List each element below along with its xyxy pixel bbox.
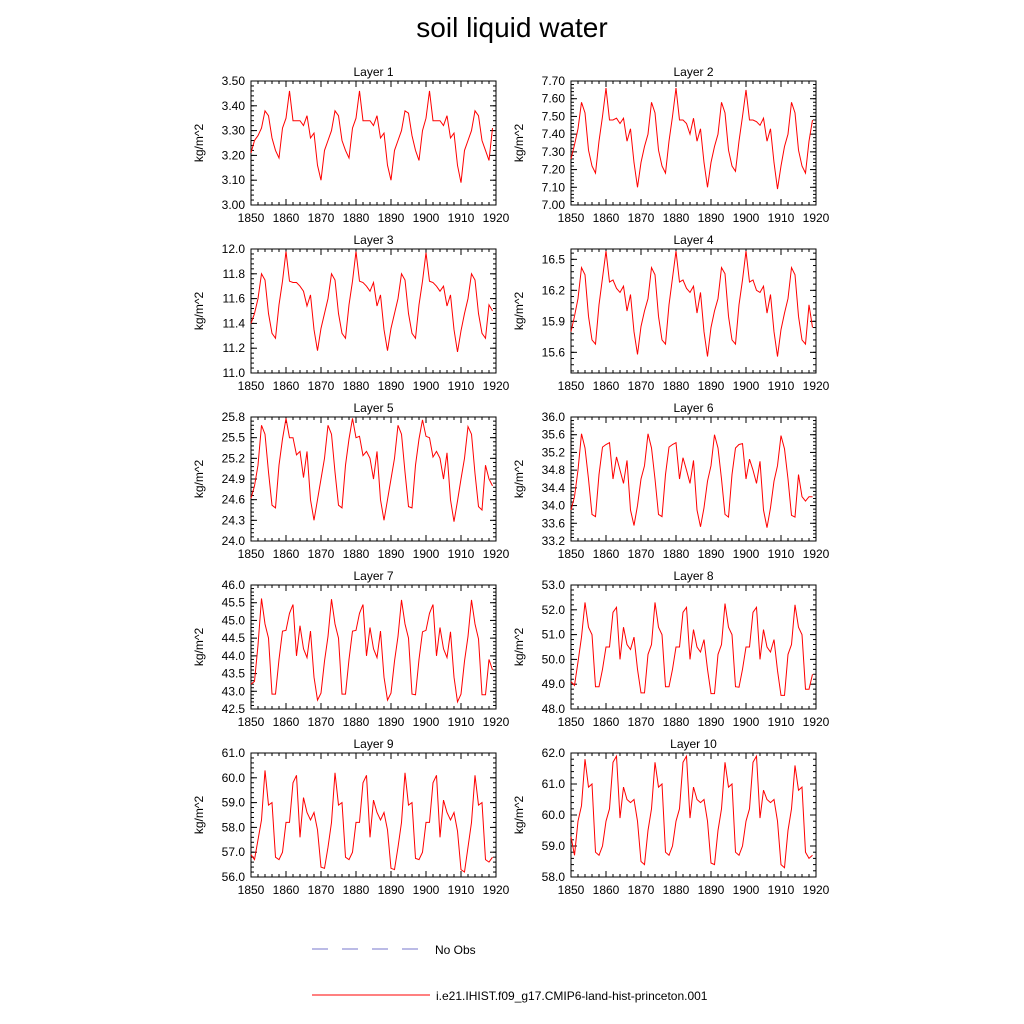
panel-frame — [251, 81, 496, 205]
panel-title: Layer 4 — [673, 233, 714, 247]
y-tick-label: 35.2 — [541, 445, 565, 460]
x-tick-label: 1910 — [447, 547, 475, 561]
y-tick-label: 44.5 — [221, 631, 245, 646]
y-axis-label: kg/m^2 — [192, 795, 206, 835]
panel-title: Layer 6 — [673, 401, 714, 415]
y-tick-label: 44.0 — [221, 648, 245, 663]
y-tick-label: 7.60 — [541, 91, 565, 106]
x-tick-label: 1880 — [662, 883, 690, 897]
x-tick-label: 1860 — [272, 547, 300, 561]
x-tick-label: 1890 — [377, 379, 405, 393]
y-tick-label: 35.6 — [541, 427, 565, 442]
x-tick-label: 1880 — [342, 379, 370, 393]
y-tick-label: 43.5 — [221, 666, 245, 681]
legend — [0, 930, 1024, 1020]
x-tick-label: 1880 — [662, 715, 690, 729]
series-line-1 — [571, 602, 813, 695]
series-line-1 — [251, 252, 493, 352]
x-tick-label: 1850 — [557, 715, 585, 729]
series-line-1 — [251, 599, 493, 702]
y-axis-label: kg/m^2 — [192, 627, 206, 667]
y-tick-label: 11.6 — [222, 291, 245, 306]
x-tick-label: 1890 — [697, 211, 725, 225]
x-tick-label: 1850 — [557, 547, 585, 561]
y-tick-label: 25.2 — [221, 451, 245, 466]
y-tick-label: 51.0 — [541, 627, 565, 642]
series-line-1 — [251, 91, 493, 183]
x-tick-label: 1900 — [732, 211, 760, 225]
x-tick-label: 1920 — [802, 379, 830, 393]
panel-title: Layer 9 — [353, 737, 394, 751]
series-line-1 — [571, 88, 813, 189]
y-tick-label: 24.3 — [221, 513, 245, 528]
x-tick-label: 1850 — [237, 547, 265, 561]
y-tick-label: 34.8 — [541, 463, 565, 478]
y-axis-label: kg/m^2 — [192, 123, 206, 163]
y-tick-label: 24.9 — [221, 472, 245, 486]
x-tick-label: 1880 — [662, 379, 690, 393]
y-axis-label: kg/m^2 — [512, 627, 526, 667]
y-tick-label: 46.0 — [221, 578, 245, 592]
y-tick-label: 56.0 — [221, 870, 245, 884]
y-tick-label: 3.20 — [221, 148, 245, 163]
y-axis-label: kg/m^2 — [512, 291, 526, 331]
x-tick-label: 1920 — [482, 883, 510, 897]
y-tick-label: 11.0 — [222, 366, 245, 380]
x-tick-label: 1890 — [377, 547, 405, 561]
x-tick-label: 1870 — [307, 547, 335, 561]
panel-8 — [512, 569, 830, 729]
panel-title: Layer 3 — [353, 233, 394, 247]
x-tick-label: 1870 — [307, 379, 335, 393]
y-tick-label: 16.5 — [541, 252, 565, 267]
x-tick-label: 1910 — [447, 715, 475, 729]
x-tick-label: 1920 — [802, 547, 830, 561]
panel-frame — [571, 417, 816, 541]
y-tick-label: 7.50 — [541, 109, 565, 124]
y-tick-label: 3.40 — [221, 98, 245, 113]
series-line-1 — [571, 434, 813, 528]
y-tick-label: 48.0 — [541, 702, 565, 716]
y-tick-label: 16.2 — [541, 283, 565, 298]
y-tick-label: 25.5 — [221, 430, 245, 445]
x-tick-label: 1870 — [307, 715, 335, 729]
x-tick-label: 1910 — [767, 211, 795, 225]
x-tick-label: 1900 — [412, 715, 440, 729]
y-tick-label: 3.00 — [221, 198, 245, 212]
x-tick-label: 1900 — [732, 379, 760, 393]
x-tick-label: 1910 — [447, 379, 475, 393]
x-tick-label: 1850 — [237, 211, 265, 225]
y-tick-label: 33.2 — [541, 534, 565, 548]
panel-title: Layer 1 — [353, 65, 394, 79]
x-tick-label: 1860 — [592, 547, 620, 561]
x-tick-label: 1890 — [697, 715, 725, 729]
y-tick-label: 50.0 — [541, 652, 565, 667]
x-tick-label: 1920 — [802, 883, 830, 897]
x-tick-label: 1910 — [767, 547, 795, 561]
y-tick-label: 58.0 — [541, 870, 565, 884]
x-tick-label: 1880 — [342, 715, 370, 729]
x-tick-label: 1890 — [377, 883, 405, 897]
y-tick-label: 7.70 — [541, 74, 565, 88]
figure-title: soil liquid water — [416, 12, 608, 43]
series-line-1 — [251, 418, 493, 521]
x-tick-label: 1870 — [307, 211, 335, 225]
x-tick-label: 1850 — [557, 211, 585, 225]
x-tick-label: 1870 — [627, 211, 655, 225]
x-tick-label: 1890 — [697, 379, 725, 393]
x-tick-label: 1920 — [482, 211, 510, 225]
x-tick-label: 1870 — [627, 715, 655, 729]
panel-title: Layer 8 — [673, 569, 714, 583]
x-tick-label: 1920 — [802, 211, 830, 225]
x-tick-label: 1910 — [447, 211, 475, 225]
y-tick-label: 3.30 — [221, 123, 245, 138]
y-tick-label: 59.0 — [221, 795, 245, 810]
y-tick-label: 61.0 — [221, 746, 245, 760]
y-axis-label: kg/m^2 — [192, 291, 206, 331]
y-tick-label: 36.0 — [541, 410, 565, 424]
panel-4 — [512, 233, 830, 393]
x-tick-label: 1890 — [697, 547, 725, 561]
y-tick-label: 34.0 — [541, 498, 565, 513]
y-axis-label: kg/m^2 — [512, 123, 526, 163]
y-tick-label: 57.0 — [221, 845, 245, 860]
x-tick-label: 1860 — [272, 883, 300, 897]
x-tick-label: 1910 — [767, 379, 795, 393]
x-tick-label: 1900 — [412, 547, 440, 561]
y-tick-label: 45.5 — [221, 595, 245, 610]
y-tick-label: 12.0 — [221, 242, 245, 256]
x-tick-label: 1890 — [377, 211, 405, 225]
x-tick-label: 1850 — [557, 883, 585, 897]
y-axis-label: kg/m^2 — [192, 459, 206, 499]
panel-frame — [251, 753, 496, 877]
x-tick-label: 1850 — [237, 715, 265, 729]
y-tick-label: 60.0 — [221, 770, 245, 785]
y-tick-label: 15.6 — [541, 345, 565, 360]
x-tick-label: 1900 — [732, 715, 760, 729]
y-tick-label: 24.6 — [221, 492, 245, 507]
x-tick-label: 1900 — [732, 547, 760, 561]
x-tick-label: 1870 — [627, 883, 655, 897]
y-tick-label: 11.4 — [222, 316, 245, 331]
x-tick-label: 1870 — [627, 379, 655, 393]
y-tick-label: 11.8 — [222, 266, 245, 281]
panel-7 — [192, 569, 510, 729]
x-tick-label: 1860 — [592, 883, 620, 897]
panel-6 — [512, 401, 830, 561]
y-tick-label: 3.10 — [221, 173, 245, 188]
x-tick-label: 1860 — [592, 379, 620, 393]
y-tick-label: 59.0 — [541, 839, 565, 853]
y-tick-label: 61.0 — [541, 777, 565, 791]
x-tick-label: 1900 — [412, 883, 440, 897]
y-tick-label: 49.0 — [541, 677, 565, 692]
legend-model-label: i.e21.IHIST.f09_g17.CMIP6-land-hist-princeton.001 — [436, 989, 708, 1003]
panel-title: Layer 10 — [670, 737, 717, 751]
x-tick-label: 1880 — [662, 547, 690, 561]
panel-1 — [192, 65, 510, 225]
legend-obs-label: No Obs — [435, 943, 476, 957]
y-tick-label: 42.5 — [221, 702, 245, 716]
x-tick-label: 1920 — [482, 379, 510, 393]
y-tick-label: 60.0 — [541, 808, 565, 822]
y-tick-label: 33.6 — [541, 516, 565, 531]
series-line-1 — [571, 251, 813, 356]
x-tick-label: 1900 — [412, 211, 440, 225]
x-tick-label: 1850 — [237, 883, 265, 897]
x-tick-label: 1900 — [412, 379, 440, 393]
x-tick-label: 1920 — [482, 547, 510, 561]
y-tick-label: 24.0 — [221, 534, 245, 548]
series-line-1 — [251, 770, 493, 872]
panel-2 — [512, 65, 830, 225]
panel-10 — [512, 737, 830, 897]
y-tick-label: 7.20 — [541, 162, 565, 177]
x-tick-label: 1860 — [272, 379, 300, 393]
panel-title: Layer 2 — [673, 65, 714, 79]
series-line-1 — [571, 756, 813, 868]
y-tick-label: 34.4 — [541, 480, 565, 495]
y-tick-label: 7.10 — [541, 180, 565, 195]
y-tick-label: 25.8 — [221, 410, 245, 424]
x-tick-label: 1890 — [697, 883, 725, 897]
y-tick-label: 15.9 — [541, 314, 565, 329]
y-tick-label: 7.40 — [541, 127, 565, 142]
x-tick-label: 1850 — [237, 379, 265, 393]
y-axis-label: kg/m^2 — [512, 459, 526, 499]
y-tick-label: 62.0 — [541, 746, 565, 760]
y-tick-label: 3.50 — [221, 74, 245, 88]
x-tick-label: 1880 — [342, 211, 370, 225]
y-tick-label: 43.0 — [221, 684, 245, 699]
x-tick-label: 1920 — [802, 715, 830, 729]
y-axis-label: kg/m^2 — [512, 795, 526, 835]
y-tick-label: 11.2 — [222, 341, 245, 356]
x-tick-label: 1880 — [342, 547, 370, 561]
y-tick-label: 7.30 — [541, 144, 565, 159]
panel-9 — [192, 737, 510, 897]
panel-5 — [192, 401, 510, 561]
y-tick-label: 53.0 — [541, 578, 565, 592]
x-tick-label: 1910 — [767, 715, 795, 729]
x-tick-label: 1860 — [272, 715, 300, 729]
x-tick-label: 1900 — [732, 883, 760, 897]
x-tick-label: 1860 — [592, 715, 620, 729]
x-tick-label: 1910 — [767, 883, 795, 897]
x-tick-label: 1870 — [627, 547, 655, 561]
x-tick-label: 1880 — [342, 883, 370, 897]
x-tick-label: 1880 — [662, 211, 690, 225]
panel-title: Layer 7 — [353, 569, 394, 583]
x-tick-label: 1920 — [482, 715, 510, 729]
panel-3 — [192, 233, 510, 393]
x-tick-label: 1870 — [307, 883, 335, 897]
x-tick-label: 1860 — [592, 211, 620, 225]
y-tick-label: 45.0 — [221, 613, 245, 628]
x-tick-label: 1860 — [272, 211, 300, 225]
x-tick-label: 1890 — [377, 715, 405, 729]
y-tick-label: 7.00 — [541, 198, 565, 212]
x-tick-label: 1850 — [557, 379, 585, 393]
y-tick-label: 52.0 — [541, 602, 565, 617]
x-tick-label: 1910 — [447, 883, 475, 897]
y-tick-label: 58.0 — [221, 820, 245, 835]
panel-title: Layer 5 — [353, 401, 394, 415]
